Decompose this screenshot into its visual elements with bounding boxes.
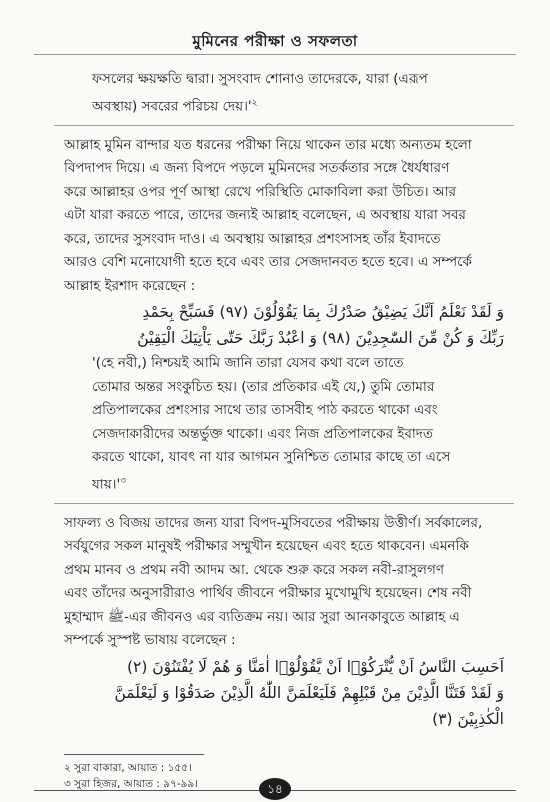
text-line: তোমার অন্তর সংকুচিত হয়। (তার প্রতিকার এই যে,) তুমি তোমার	[92, 378, 435, 395]
arabic-verse-hijr	[64, 300, 504, 350]
page-number: ১৪	[259, 778, 291, 800]
footnote-marker: ২	[251, 97, 258, 108]
text-line: সম্পর্কে সুস্পষ্ট ভাষায় বলেছেন :	[64, 632, 236, 648]
arabic-line: وَ لَقَدْ فَتَنَّا الَّذِيْنَ مِنْ قَبْلِهِمْ فَلَيَعْلَمَنَّ اللّٰهُ الَّذِيْنَ صَدَقُوْا وَ لَيَعْلَمَنَّ	[114, 683, 504, 702]
text-line: যায়।'$^৩$	[92, 475, 127, 492]
text-line: ফসলের ক্ষয়ক্ষতি দ্বারা। সুসংবাদ শোনাও তাদেরকে, যারা (এরূপ	[92, 71, 428, 87]
text-line: সেজদাকারীদের অন্তর্ভুক্ত থাকো। এবং নিজ প্রতিপালকের ইবাদত	[92, 425, 434, 442]
text-line: আল্লাহ ইরশাদ করেছেন :	[64, 277, 196, 294]
arabic-line: الْكٰذِبِيْنَ (٣)	[432, 709, 504, 728]
section-divider	[54, 125, 514, 126]
page-footer	[0, 778, 550, 802]
arabic-line: وَ لَقَدْ نَعْلَمُ اَنَّكَ يَضِيْقُ صَدْرُكَ بِمَا يَقُوْلُوْنَ (٩٧) فَسَبِّحْ بِحَمْدِ	[142, 303, 504, 321]
text-line: অবস্থায়) সবরের পরিচয় দেয়।'$^২$	[92, 97, 258, 114]
translation-hijr	[64, 352, 504, 497]
footnote-2: ২ সুরা বাকারা, আয়াত : ১৫৫।	[64, 762, 192, 774]
text-line: বিপদাপদ দিয়ে। এ জন্য বিপদে পড়লে মুমিনদের সতর্কতার সঙ্গে ধৈর্যধারণ	[64, 160, 450, 176]
running-header: মুমিনের পরীক্ষা ও সফলতা	[192, 32, 358, 50]
arabic-verse-ankabut	[64, 655, 504, 731]
arabic-line: اَحَسِبَ النَّاسُ اَنْ يُّتْرَكُوْۤا اَنْ يَّقُوْلُوْۤا اٰمَنَّا وَ هُمْ لَا يُفْتَنُوْنَ (٢)	[126, 657, 504, 676]
text-line: করতে থাকো, যাবৎ না যার আগমন সুনিশ্চিত তোমার কাছে তা এসে	[92, 449, 451, 465]
header-rule	[34, 54, 516, 55]
text-line: এবং তাঁদের অনুসারীরাও পার্থিব জীবনে পরীক্ষার মুখোমুখি হয়েছেন। শেষ নবী	[64, 585, 472, 601]
text-line: সর্বযুগের সকল মানুষই পরীক্ষার সম্মুখীন হয়েছেন এবং হতে থাকবেন। এমনকি	[64, 538, 469, 554]
text-line: করে আল্লাহর ওপর পূর্ণ আস্থা রেখে পরিস্থিতি মোকাবিলা করা উচিত। আর	[64, 183, 457, 200]
text-line: করে, তাদের সুসংবাদ দাও। এ অবস্থায় আল্লাহর প্রশংসাসহ তাঁর ইবাদতে	[64, 230, 441, 247]
quote-continuation	[64, 68, 504, 119]
text-line: এটা যারা করতে পারে, তাদের জন্যই আল্লাহ বলেছেন, এ অবস্থায় যারা সবর	[64, 207, 466, 223]
arabic-line: رَبِّكَ وَ كُنْ مِّنَ السّٰجِدِيْنَ (٩٨) وَ اعْبُدْ رَبَّكَ حَتّٰى يَاْتِيَكَ الْيَقِيْنُ	[137, 329, 504, 347]
footnote-3: ৩ সুরা হিজর, আয়াত : ৯৭-৯৯।	[64, 778, 199, 790]
text-line: আরও বেশি মনোযোগী হতে হবে এবং তার সেজদানবত হতে হবে। এ সম্পর্কে	[64, 254, 472, 270]
text-line: প্রথম মানব ও প্রথম নবী আদম আ. থেকে শুরু করে সকল নবী-রাসুলগণ	[64, 561, 444, 578]
text-line: '(হে নবী,) নিশ্চয়ই আমি জানি তারা যেসব কথা বলে তাতে	[92, 355, 404, 371]
paragraph-trials	[64, 134, 504, 299]
text-line: প্রতিপালকের প্রশংসার সাথে তার তাসবীহ পাঠ করতে থাকো এবং	[92, 402, 438, 418]
text-line: সাফল্য ও বিজয় তাদের জন্য যারা বিপদ-মুসিবতের পরীক্ষায় উত্তীর্ণ। সর্বকালের,	[64, 514, 483, 531]
footnote-rule	[64, 754, 204, 755]
page-content	[64, 68, 504, 733]
text-line: মুহাম্মাদ ﷺ-এর জীবনও এর ব্যতিক্রম নয়। আর সুরা আনকাবুতে আল্লাহ এ	[64, 608, 460, 625]
footnote-marker: ৩	[120, 475, 127, 486]
section-divider	[54, 503, 514, 504]
text-line: আল্লাহ মুমিন বান্দার যত ধরনের পরীক্ষা নিয়ে থাকেন তার মধ্যে অন্যতম হলো	[64, 136, 472, 153]
paragraph-success	[64, 512, 504, 653]
